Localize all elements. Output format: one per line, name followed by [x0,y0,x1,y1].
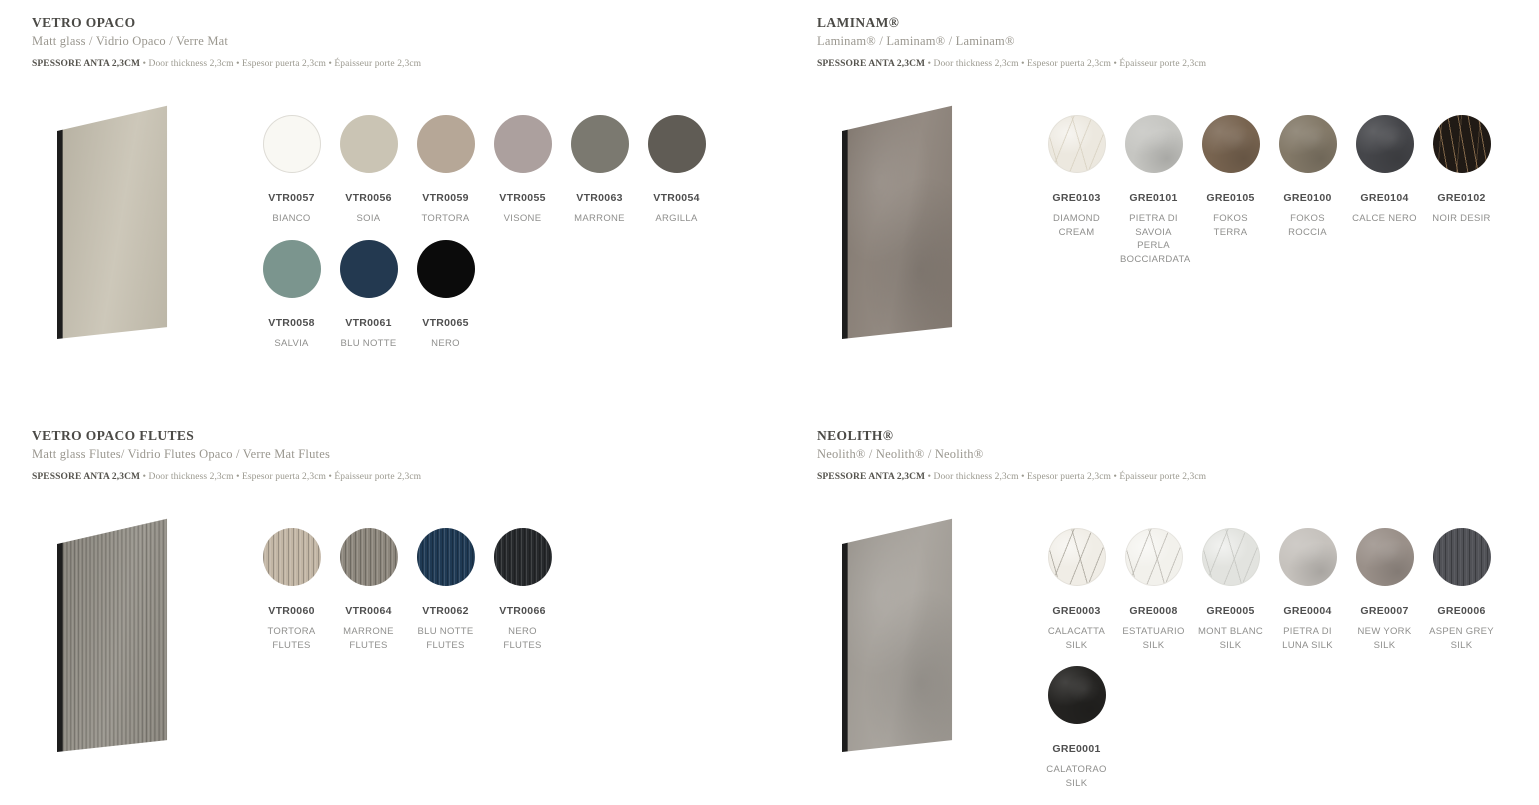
door-panel-image [57,115,161,353]
swatch-vtr0061 [330,240,407,351]
section-content [817,115,1539,353]
swatch-color-circle [417,240,475,298]
swatch-gre0003 [1038,528,1115,653]
door-panel-image [842,528,946,766]
swatch-vtr0059 [407,115,484,226]
swatch-color-circle [263,240,321,298]
swatch-code: GRE0005 [1206,604,1255,617]
thickness-detail: • Door thickness 2,3cm • Espesor puerta 2,3cm • Épaisseur porte 2,3cm [927,58,1207,69]
swatch-code: GRE0007 [1360,604,1409,617]
thickness-line [32,59,754,69]
section-vetro-opaco [32,15,754,364]
section-title: VETRO OPACO [32,15,136,30]
thickness-line [32,472,754,482]
swatch-vtr0056 [330,115,407,226]
swatch-color-circle [1048,666,1106,724]
swatch-name: FOKOS ROCCIA [1288,212,1327,238]
swatch-grid [1038,528,1508,805]
section-subtitle: Laminam® / Laminam® / Laminam® [817,33,1015,48]
swatch-name: DIAMOND CREAM [1053,212,1100,238]
swatch-name: CALATORAO SILK [1046,764,1107,790]
door-panel [842,106,952,339]
swatch-vtr0057 [253,115,330,226]
swatch-name: TORTORA [421,212,470,224]
swatch-name: PIETRA DI LUNA SILK [1282,625,1333,651]
swatch-color-circle [340,528,398,586]
swatch-name: BLU NOTTE FLUTES [417,625,474,651]
swatch-color-circle [417,115,475,173]
swatch-vtr0064 [330,528,407,653]
section-subtitle: Matt glass / Vidrio Opaco / Verre Mat [32,33,229,48]
swatch-color-circle [1433,115,1491,173]
swatch-code: GRE0100 [1283,191,1332,204]
swatch-code: GRE0003 [1052,604,1101,617]
swatch-name: SOIA [356,212,381,224]
swatch-name: BIANCO [272,212,311,224]
section-title: NEOLITH® [817,428,894,443]
swatch-code: VTR0062 [422,604,469,617]
swatch-name: BLU NOTTE [340,337,397,349]
swatch-color-circle [1202,115,1260,173]
swatch-gre0104 [1346,115,1423,267]
swatch-code: VTR0054 [653,191,700,204]
swatch-name: ARGILLA [655,212,698,224]
swatch-color-circle [648,115,706,173]
swatch-color-circle [571,115,629,173]
swatch-gre0100 [1269,115,1346,267]
swatch-color-circle [1356,115,1414,173]
swatch-code: GRE0008 [1129,604,1178,617]
swatch-code: VTR0060 [268,604,315,617]
swatch-name: NERO FLUTES [503,625,542,651]
swatch-grid [253,528,723,667]
swatch-vtr0062 [407,528,484,653]
swatch-vtr0060 [253,528,330,653]
swatch-gre0001 [1038,666,1115,791]
swatch-color-circle [1048,528,1106,586]
swatch-code: VTR0059 [422,191,469,204]
swatch-name: NERO [431,337,460,349]
thickness-detail: • Door thickness 2,3cm • Espesor puerta 2,3cm • Épaisseur porte 2,3cm [927,471,1207,482]
swatch-color-circle [1279,115,1337,173]
thickness-line [817,59,1539,69]
swatch-code: VTR0063 [576,191,623,204]
door-face [63,519,167,752]
swatch-name: MARRONE FLUTES [343,625,394,651]
swatch-color-circle [494,115,552,173]
swatch-code: GRE0103 [1052,191,1101,204]
door-panel-image [57,528,161,766]
swatch-name: ASPEN GREY SILK [1429,625,1494,651]
swatch-name: MARRONE [574,212,625,224]
swatch-code: VTR0055 [499,191,546,204]
swatch-color-circle [494,528,552,586]
swatch-code: GRE0104 [1360,191,1409,204]
swatch-color-circle [340,115,398,173]
swatch-gre0103 [1038,115,1115,267]
door-face [63,106,167,339]
section-content [817,528,1539,805]
swatch-code: VTR0056 [345,191,392,204]
swatch-gre0102 [1423,115,1500,267]
thickness-label: SPESSORE ANTA 2,3CM [32,58,141,69]
thickness-label: SPESSORE ANTA 2,3CM [817,471,926,482]
section-content [32,528,754,766]
swatch-name: TORTORA FLUTES [267,625,316,651]
swatch-color-circle [1356,528,1414,586]
swatch-code: GRE0004 [1283,604,1332,617]
swatch-name: NOIR DESIR [1432,212,1491,224]
swatch-gre0006 [1423,528,1500,653]
swatch-code: GRE0101 [1129,191,1178,204]
swatch-color-circle [340,240,398,298]
swatch-grid [1038,115,1508,281]
swatch-name: SALVIA [274,337,309,349]
swatch-name: NEW YORK SILK [1357,625,1412,651]
swatch-vtr0065 [407,240,484,351]
section-vetro-opaco-flutes [32,428,754,766]
section-laminam [817,15,1539,353]
section-content [32,115,754,365]
swatch-vtr0066 [484,528,561,653]
thickness-line [817,472,1539,482]
swatch-color-circle [1125,115,1183,173]
swatch-color-circle [1202,528,1260,586]
thickness-label: SPESSORE ANTA 2,3CM [32,471,141,482]
swatch-vtr0055 [484,115,561,226]
swatch-gre0008 [1115,528,1192,653]
section-subtitle: Neolith® / Neolith® / Neolith® [817,446,984,461]
thickness-detail: • Door thickness 2,3cm • Espesor puerta 2,3cm • Épaisseur porte 2,3cm [142,471,422,482]
section-title: LAMINAM® [817,15,900,30]
swatch-code: VTR0065 [422,316,469,329]
swatch-code: VTR0061 [345,316,392,329]
door-panel-image [842,115,946,353]
swatch-color-circle [1048,115,1106,173]
swatch-code: VTR0066 [499,604,546,617]
swatch-name: VISONE [503,212,542,224]
swatch-grid [253,115,723,365]
swatch-color-circle [1125,528,1183,586]
swatch-code: VTR0064 [345,604,392,617]
swatch-gre0101 [1115,115,1192,267]
swatch-name: MONT BLANC SILK [1197,625,1264,651]
swatch-code: GRE0102 [1437,191,1486,204]
swatch-code: VTR0057 [268,191,315,204]
swatch-code: GRE0001 [1052,743,1101,756]
door-panel [842,519,952,752]
thickness-detail: • Door thickness 2,3cm • Espesor puerta 2,3cm • Épaisseur porte 2,3cm [142,58,422,69]
swatch-name: PIETRA DI SAVOIA PERLA BOCCIARDATA [1120,212,1191,266]
swatch-gre0007 [1346,528,1423,653]
swatch-gre0004 [1269,528,1346,653]
swatch-gre0105 [1192,115,1269,267]
swatch-name: FOKOS TERRA [1213,212,1248,238]
swatch-name: CALACATTA SILK [1047,625,1106,651]
swatch-color-circle [1433,528,1491,586]
thickness-label: SPESSORE ANTA 2,3CM [817,58,926,69]
swatch-color-circle [263,115,321,173]
swatch-gre0005 [1192,528,1269,653]
door-panel [57,519,167,752]
section-subtitle: Matt glass Flutes/ Vidrio Flutes Opaco / Verre Mat Flutes [32,446,331,461]
swatch-color-circle [417,528,475,586]
door-face [848,106,952,339]
swatch-vtr0054 [638,115,715,226]
swatch-code: VTR0058 [268,316,315,329]
swatch-color-circle [1279,528,1337,586]
swatch-vtr0063 [561,115,638,226]
swatch-code: GRE0105 [1206,191,1255,204]
swatch-vtr0058 [253,240,330,351]
swatch-code: GRE0006 [1437,604,1486,617]
section-neolith [817,428,1539,805]
door-face [848,519,952,752]
door-panel [57,106,167,339]
swatch-color-circle [263,528,321,586]
swatch-name: CALCE NERO [1352,212,1417,224]
swatch-name: ESTATUARIO SILK [1122,625,1185,651]
section-title: VETRO OPACO FLUTES [32,428,195,443]
